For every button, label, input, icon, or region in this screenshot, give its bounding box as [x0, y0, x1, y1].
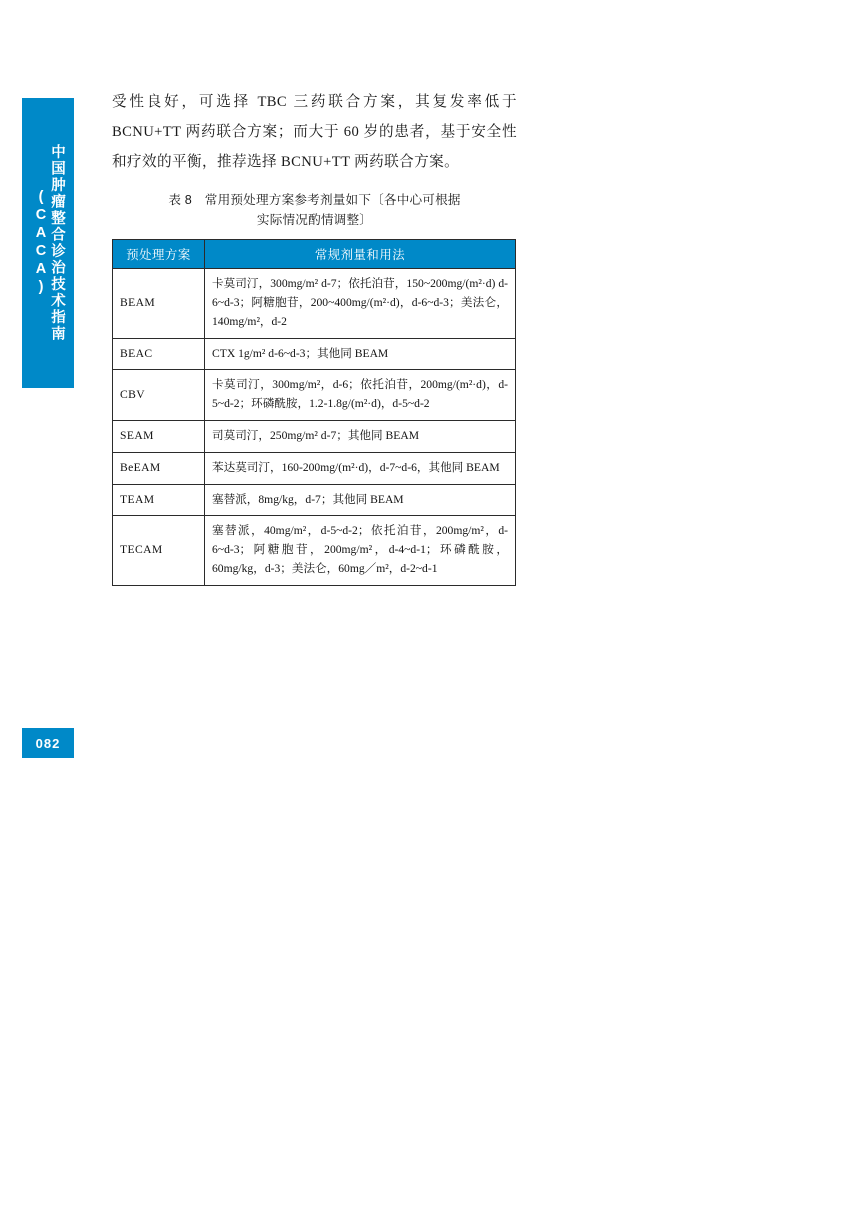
cell-dosage: CTX 1g/m² d-6~d-3；其他同 BEAM	[205, 338, 516, 370]
cell-dosage: 塞替派，8mg/kg，d-7；其他同 BEAM	[205, 484, 516, 516]
cell-dosage: 卡莫司汀，300mg/m²，d-6；依托泊苷，200mg/(m²·d)，d-5~d-2；环磷酰胺，1.2-1.8g/(m²·d)，d-5~d-2	[205, 370, 516, 421]
column-header-regimen: 预处理方案	[113, 240, 205, 269]
table-row	[113, 420, 516, 452]
cell-regimen: BeEAM	[113, 452, 205, 484]
cell-regimen: BEAM	[113, 269, 205, 338]
cell-dosage: 苯达莫司汀，160-200mg/(m²·d)，d-7~d-6，其他同 BEAM	[205, 452, 516, 484]
body-paragraph: 受性良好，可选择 TBC 三药联合方案，其复发率低于 BCNU+TT 两药联合方案；而大于 60 岁的患者，基于安全性和疗效的平衡，推荐选择 BCNU+TT 两药联合方案。	[112, 94, 517, 170]
cell-regimen: SEAM	[113, 420, 205, 452]
page-content	[112, 88, 517, 586]
column-header-dosage: 常规剂量和用法	[205, 240, 516, 269]
side-tab-guide-title	[22, 98, 74, 388]
table-header-row	[113, 240, 516, 269]
side-tab-label: 中国肿瘤整合诊治技术指南(CACA)	[33, 144, 65, 342]
page-number-label: 082	[35, 735, 61, 751]
table-row	[113, 338, 516, 370]
page-number-badge	[22, 728, 74, 758]
table-caption-line-2: 实际情况酌情调整〕	[256, 213, 373, 228]
cell-regimen: TEAM	[113, 484, 205, 516]
dose-table	[112, 239, 516, 585]
table-row	[113, 484, 516, 516]
cell-regimen: CBV	[113, 370, 205, 421]
table-row	[113, 452, 516, 484]
table-row	[113, 370, 516, 421]
cell-dosage: 塞替派，40mg/m²，d-5~d-2；依托泊苷，200mg/m²，d-6~d-3；阿糖胞苷，200mg/m²，d-4~d-1；环磷酰胺，60mg/kg，d-3；美法仑，60mg／m²，d-2~d-1	[205, 516, 516, 585]
table-caption-line-1: 表 8 常用预处理方案参考剂量如下〔各中心可根据	[168, 192, 461, 207]
cell-dosage: 司莫司汀，250mg/m² d-7；其他同 BEAM	[205, 420, 516, 452]
cell-dosage: 卡莫司汀，300mg/m² d-7；依托泊苷，150~200mg/(m²·d) d-6~d-3；阿糖胞苷，200~400mg/(m²·d)，d-6~d-3；美法仑，140mg/m²，d-2	[205, 269, 516, 338]
table-row	[113, 516, 516, 585]
table-caption	[112, 190, 517, 232]
cell-regimen: BEAC	[113, 338, 205, 370]
cell-regimen: TECAM	[113, 516, 205, 585]
table-row	[113, 269, 516, 338]
